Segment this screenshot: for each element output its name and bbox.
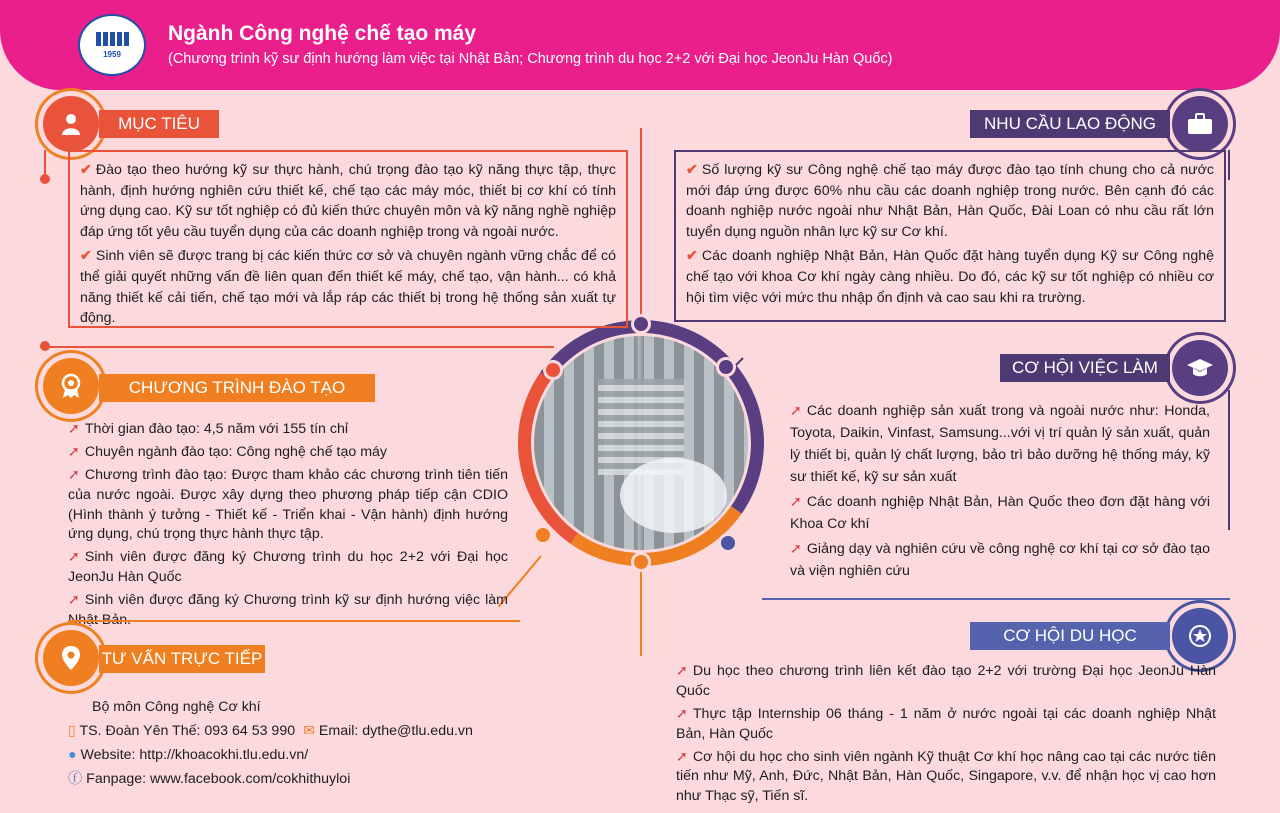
department-name: Bộ môn Công nghệ Cơ khí [92, 699, 261, 715]
connector-line [640, 566, 642, 656]
paper-plane-icon: ➚ [68, 549, 80, 566]
connector-line [1228, 150, 1230, 180]
section-label-muc-tieu: MỤC TIÊU [99, 110, 219, 138]
facebook-icon: ⓕ [68, 771, 83, 788]
chuong-trinh-list [68, 420, 508, 634]
briefcase-icon [1172, 96, 1228, 152]
phone-icon: ▯ [68, 723, 76, 740]
graduation-cap-icon [1172, 340, 1228, 396]
list-item: ➚ Thời gian đào tạo: 4,5 năm với 155 tín chỉ [68, 421, 348, 437]
paper-plane-icon: ➚ [676, 663, 688, 679]
list-item: ✔ Sinh viên sẽ được trang bị các kiến thức cơ sở và chuyên ngành vững chắc để có thể giải quyết những vấn đề liên quan đến thiết kế máy, chế tạo, vận hành... có khả năng thiết kế cải tiến, chế tạo mới và lắp ráp các thiết bị trong hệ thống sản xuất tự động. [80, 248, 616, 327]
list-item: ➚ Chương trình đào tạo: Được tham khảo các chương trình tiên tiến của nước ngoài. Được xây dựng theo phương pháp tiếp cận CDIO (Hình thành ý tưởng - Thiết kế - Triển khai - Vận hành) định hướng ứng dụng, chú trọng thực hành thực tập. [68, 466, 508, 543]
contact-row [68, 719, 488, 743]
check-icon: ✔ [80, 248, 92, 265]
list-item: ➚ Cơ hội du học cho sinh viên ngành Kỹ thuật Cơ khí học nâng cao tại các nước tiên tiến như Mỹ, Anh, Đức, Nhật Bản, Hàn Quốc, Singapore, v.v. để nhận học vị cao hơn như Thạc sỹ, Tiến sĩ. [676, 748, 1216, 805]
list-item: ✔ Số lượng kỹ sư Công nghệ chế tạo máy được đào tạo tính chung cho cả nước mới đáp ứng được 60% nhu cầu các doanh nghiệp trong nước. Bên cạnh đó các doanh nghiệp nước ngoài như Nhật Bản, Hàn Quốc, Đài Loan có nhu cầu rất lớn tuyển dụng nguồn nhân lực kỹ sư Cơ khí. [686, 162, 1214, 240]
connector-dot [40, 341, 50, 351]
check-icon: ✔ [686, 162, 698, 178]
list-item: ➚ Sinh viên được đăng ký Chương trình kỹ sư định hướng việc làm [68, 592, 508, 608]
award-icon [43, 358, 99, 414]
connector-line [44, 150, 46, 180]
paper-plane-icon: ➚ [68, 443, 80, 460]
header-banner [0, 0, 1280, 90]
list-item: ✔ Các doanh nghiệp Nhật Bản, Hàn Quốc đặt hàng tuyển dụng Kỹ sư Công nghệ chế tạo với khoa Cơ khí ngày càng nhiều. Do đó, các kỹ sư tốt nghiệp có nhiều cơ hội tìm việc với mức thu nhập ổn định và cao sau khi ra trường. [686, 248, 1214, 306]
fanpage-link[interactable]: Fanpage: www.facebook.com/cokhithuyloi [86, 771, 351, 788]
connector-line [640, 128, 642, 320]
email-text[interactable]: Email: dythe@tlu.edu.vn [318, 723, 473, 740]
section-label-nhu-cau: NHU CẦU LAO ĐỘNG [970, 110, 1170, 138]
nhu-cau-box [674, 150, 1226, 322]
globe-icon: ● [68, 747, 77, 764]
connector-line [44, 346, 554, 348]
map-pin-icon [43, 630, 99, 686]
paper-plane-icon: ➚ [790, 541, 802, 557]
section-label-tu-van: TƯ VẤN TRỰC TIẾP [99, 645, 265, 673]
contact-row [68, 767, 488, 791]
paper-plane-icon: ➚ [790, 494, 802, 510]
paper-plane-icon: ➚ [68, 592, 80, 608]
du-hoc-list [676, 662, 1216, 810]
connector-line [1228, 390, 1230, 530]
list-item: ➚ Các doanh nghiệp sản xuất trong và ngoài nước như: Honda, Toyota, Daikin, Vinfast, Samsung...với vị trí quản lý sản xuất, quản lý thiết bị, quản lý chất lượng, bảo trì bảo dưỡng hệ thống máy, kỹ sư thiết kế, kỹ sư sản xuất [790, 403, 1210, 485]
central-machine-photo [518, 320, 764, 566]
contact-row [68, 743, 488, 767]
phone-text[interactable]: TS. Đoàn Yên Thế: 093 64 53 990 [79, 723, 296, 740]
page-title: Ngành Công nghệ chế tạo máy [168, 22, 477, 45]
section-label-viec-lam: CƠ HỘI VIỆC LÀM [1000, 354, 1170, 382]
muc-tieu-box [68, 150, 628, 328]
person-icon [43, 96, 99, 152]
page-subtitle: (Chương trình kỹ sư định hướng làm việc tại Nhật Bản; Chương trình du học 2+2 với Đại học JeonJu Hàn Quốc) [168, 51, 893, 67]
section-label-chuong-trinh: CHƯƠNG TRÌNH ĐÀO TẠO [99, 374, 375, 402]
section-label-du-hoc: CƠ HỘI DU HỌC [970, 622, 1170, 650]
tu-van-contact [68, 695, 488, 792]
university-logo [78, 14, 146, 76]
logo-year: 1959 [103, 49, 121, 59]
website-link[interactable]: Website: http://khoacokhi.tlu.edu.vn/ [80, 747, 309, 764]
list-item: ➚ Các doanh nghiệp Nhật Bản, Hàn Quốc theo đơn đặt hàng với Khoa Cơ khí [790, 494, 1210, 532]
list-item: ➚ Thực tập Internship 06 tháng - 1 năm ở nước ngoài tại các doanh nghiệp Nhật Bản, Hàn Quốc [676, 705, 1216, 742]
connector-line [68, 620, 520, 622]
paper-plane-icon: ➚ [68, 466, 80, 483]
connector-line [762, 598, 1230, 600]
check-icon: ✔ [80, 162, 92, 178]
list-item: ✔ Đào tạo theo hướng kỹ sư thực hành, chú trọng đào tạo kỹ năng thực tập, thực hành, định hướng nghiên cứu thiết kế, chế tạo các máy móc, thiết bị cơ khí có tính ứng dụng cao. Kỹ sư tốt nghiệp có đủ kiến thức chuyên môn và kỹ năng nghề nghiệp đáp ứng tốt yêu cầu tuyển dụng của các doanh nghiệp trong và ngoài nước. [80, 162, 616, 240]
list-item: ➚ Du học theo chương trình liên kết đào tạo 2+2 với trường Đại học JeonJu Hàn Quốc [676, 663, 1216, 699]
star-icon [1172, 608, 1228, 664]
list-item: ➚ Giảng dạy và nghiên cứu về công nghệ cơ khí tại cơ sở đào tạo và viện nghiên cứu [790, 541, 1210, 579]
check-icon: ✔ [686, 248, 698, 265]
paper-plane-icon: ➚ [676, 748, 688, 765]
list-item: ➚ Chuyên ngành đào tạo: Công nghệ chế tạo máy [68, 443, 387, 460]
list-item: ➚ Sinh viên được đăng ký Chương trình du học 2+2 với Đại học JeonJu Hàn Quốc [68, 549, 508, 586]
paper-plane-icon: ➚ [68, 421, 80, 437]
paper-plane-icon: ➚ [676, 705, 688, 722]
viec-lam-list [790, 400, 1210, 585]
paper-plane-icon: ➚ [790, 403, 802, 419]
email-icon: ✉ [303, 723, 315, 740]
